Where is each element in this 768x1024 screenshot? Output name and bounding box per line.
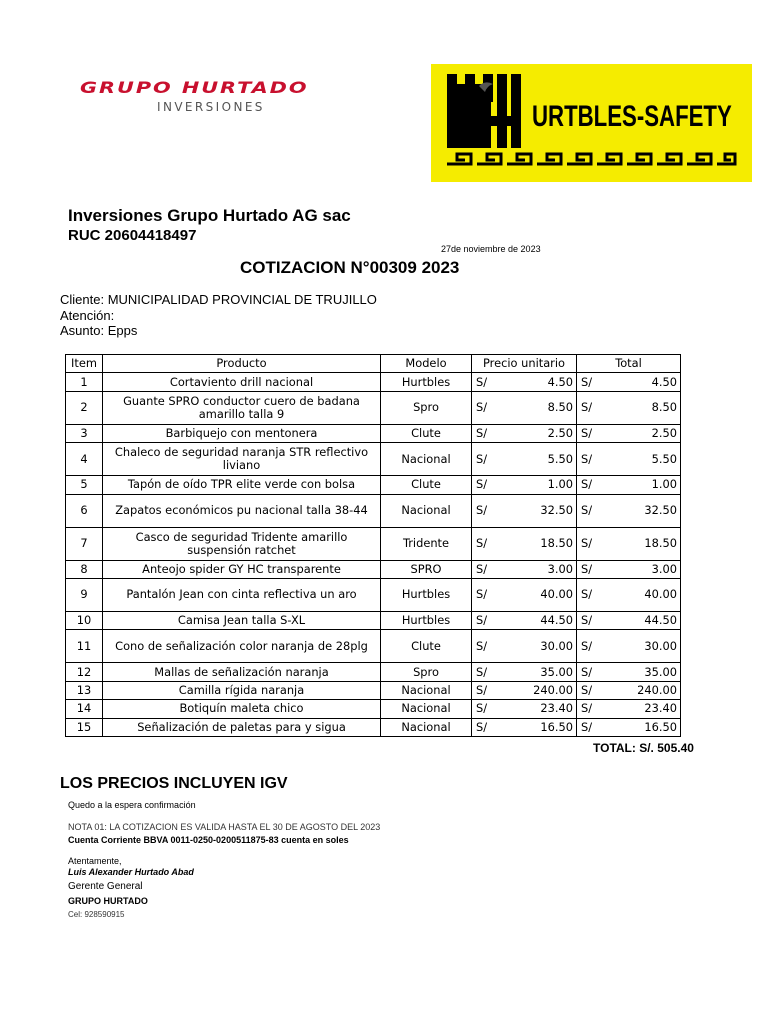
header-total: Total (577, 355, 681, 373)
row-unit-price (472, 527, 577, 560)
awaiting-confirmation: Quedo a la espera confirmación (68, 800, 196, 810)
unit-price-value: 35.00 (540, 664, 573, 679)
row-product: Botiquín maleta chico (103, 700, 381, 718)
row-model: Tridente (381, 527, 472, 560)
row-unit-price (472, 494, 577, 527)
row-unit-price (472, 663, 577, 681)
row-unit-price (472, 560, 577, 578)
row-unit-price (472, 611, 577, 629)
row-item: 8 (66, 560, 103, 578)
total-value: 32.50 (644, 503, 677, 518)
row-item: 4 (66, 443, 103, 476)
row-product: Cortaviento drill nacional (103, 373, 381, 391)
currency-symbol: S/ (476, 701, 488, 716)
total-value: 40.00 (644, 587, 677, 602)
row-unit-price (472, 700, 577, 718)
client-name: Cliente: MUNICIPALIDAD PROVINCIAL DE TRUJILLO (60, 292, 377, 307)
total-value: 18.50 (644, 536, 677, 551)
company-name: Inversiones Grupo Hurtado AG sac (68, 206, 351, 225)
row-total (577, 443, 681, 476)
row-item: 2 (66, 391, 103, 424)
row-unit-price (472, 630, 577, 663)
row-model: Clute (381, 630, 472, 663)
currency-symbol: S/ (581, 425, 593, 440)
row-unit-price (472, 718, 577, 736)
table-row (66, 443, 681, 476)
row-item: 6 (66, 494, 103, 527)
total-value: 2.50 (651, 425, 677, 440)
currency-symbol: S/ (476, 374, 488, 389)
row-item: 1 (66, 373, 103, 391)
row-model: Hurtbles (381, 373, 472, 391)
table-header-row (66, 355, 681, 373)
row-item: 9 (66, 578, 103, 611)
currency-symbol: S/ (476, 561, 488, 576)
signatory-title: Gerente General (68, 881, 143, 892)
unit-price-value: 40.00 (540, 587, 573, 602)
client-subject: Asunto: Epps (60, 323, 138, 338)
table-row (66, 611, 681, 629)
total-value: 1.00 (651, 477, 677, 492)
table-row (66, 391, 681, 424)
client-block (60, 292, 377, 339)
row-item: 3 (66, 424, 103, 442)
row-product: Casco de seguridad Tridente amarillo suspensión ratchet (103, 527, 381, 560)
unit-price-value: 240.00 (533, 682, 573, 697)
table-row (66, 718, 681, 736)
row-item: 11 (66, 630, 103, 663)
row-product: Chaleco de seguridad naranja STR reflectivo liviano (103, 443, 381, 476)
phone-number: Cel: 928590915 (68, 910, 125, 919)
quote-date: 27de noviembre de 2023 (441, 244, 541, 254)
currency-symbol: S/ (581, 613, 593, 628)
total-value: 4.50 (651, 374, 677, 389)
total-value: 3.00 (651, 561, 677, 576)
logo-brand-sub: INVERSIONES (157, 100, 265, 114)
currency-symbol: S/ (581, 374, 593, 389)
row-total (577, 527, 681, 560)
row-product: Cono de señalización color naranja de 28plg (103, 630, 381, 663)
total-value: 44.50 (644, 613, 677, 628)
currency-symbol: S/ (581, 536, 593, 551)
quote-table (65, 354, 681, 737)
currency-symbol: S/ (476, 664, 488, 679)
row-total (577, 681, 681, 699)
unit-price-value: 23.40 (540, 701, 573, 716)
client-attention: Atención: (60, 307, 115, 323)
unit-price-value: 5.50 (547, 451, 573, 466)
header-model: Modelo (381, 355, 472, 373)
row-item: 12 (66, 663, 103, 681)
row-model: SPRO (381, 560, 472, 578)
quote-title: COTIZACION N°00309 2023 (240, 258, 460, 277)
table-row (66, 578, 681, 611)
row-model: Clute (381, 476, 472, 494)
ruc-number: RUC 20604418497 (68, 227, 197, 244)
row-item: 15 (66, 718, 103, 736)
unit-price-value: 2.50 (547, 425, 573, 440)
table-row (66, 494, 681, 527)
currency-symbol: S/ (476, 719, 488, 734)
row-product: Camisa Jean talla S-XL (103, 611, 381, 629)
total-value: 8.50 (651, 400, 677, 415)
row-model: Nacional (381, 681, 472, 699)
table-row (66, 424, 681, 442)
row-model: Nacional (381, 494, 472, 527)
row-model: Spro (381, 663, 472, 681)
row-total (577, 663, 681, 681)
currency-symbol: S/ (476, 451, 488, 466)
table-row (66, 700, 681, 718)
currency-symbol: S/ (581, 400, 593, 415)
row-total (577, 391, 681, 424)
row-total (577, 718, 681, 736)
currency-symbol: S/ (581, 451, 593, 466)
total-value: 5.50 (651, 451, 677, 466)
total-value: 23.40 (644, 701, 677, 716)
currency-symbol: S/ (476, 682, 488, 697)
row-total (577, 494, 681, 527)
grand-total: TOTAL: S/. 505.40 (593, 741, 694, 755)
currency-symbol: S/ (581, 477, 593, 492)
row-unit-price (472, 681, 577, 699)
header-item: Item (66, 355, 103, 373)
currency-symbol: S/ (476, 536, 488, 551)
bank-account: Cuenta Corriente BBVA 0011-0250-0200511875-83 cuenta en soles (68, 835, 349, 845)
currency-symbol: S/ (476, 400, 488, 415)
unit-price-value: 32.50 (540, 503, 573, 518)
row-product: Camilla rígida naranja (103, 681, 381, 699)
currency-symbol: S/ (476, 613, 488, 628)
row-product: Tapón de oído TPR elite verde con bolsa (103, 476, 381, 494)
total-value: 30.00 (644, 638, 677, 653)
table-row (66, 681, 681, 699)
table-row (66, 630, 681, 663)
row-product: Anteojo spider GY HC transparente (103, 560, 381, 578)
row-total (577, 373, 681, 391)
unit-price-value: 16.50 (540, 719, 573, 734)
currency-symbol: S/ (581, 503, 593, 518)
unit-price-value: 18.50 (540, 536, 573, 551)
igv-notice: LOS PRECIOS INCLUYEN IGV (60, 775, 288, 792)
row-total (577, 630, 681, 663)
row-unit-price (472, 391, 577, 424)
unit-price-value: 1.00 (547, 477, 573, 492)
unit-price-value: 4.50 (547, 374, 573, 389)
row-total (577, 611, 681, 629)
currency-symbol: S/ (581, 701, 593, 716)
row-unit-price (472, 373, 577, 391)
table-row (66, 527, 681, 560)
company-signature: GRUPO HURTADO (68, 896, 148, 906)
unit-price-value: 3.00 (547, 561, 573, 576)
row-total (577, 424, 681, 442)
currency-symbol: S/ (476, 477, 488, 492)
row-item: 10 (66, 611, 103, 629)
row-model: Hurtbles (381, 611, 472, 629)
row-total (577, 560, 681, 578)
currency-symbol: S/ (476, 503, 488, 518)
table-row (66, 560, 681, 578)
currency-symbol: S/ (581, 587, 593, 602)
grupo-hurtado-logo (80, 78, 350, 123)
row-product: Guante SPRO conductor cuero de badana amarillo talla 9 (103, 391, 381, 424)
row-model: Nacional (381, 700, 472, 718)
row-unit-price (472, 424, 577, 442)
table-row (66, 663, 681, 681)
currency-symbol: S/ (581, 561, 593, 576)
table-row (66, 373, 681, 391)
currency-symbol: S/ (581, 719, 593, 734)
row-unit-price (472, 443, 577, 476)
row-total (577, 476, 681, 494)
validity-note: NOTA 01: LA COTIZACION ES VALIDA HASTA EL 30 DE AGOSTO DEL 2023 (68, 822, 381, 832)
table-row (66, 476, 681, 494)
row-product: Zapatos económicos pu nacional talla 38-44 (103, 494, 381, 527)
header-product: Producto (103, 355, 381, 373)
row-item: 13 (66, 681, 103, 699)
row-item: 5 (66, 476, 103, 494)
hurtbles-safety-logo (431, 64, 752, 182)
currency-symbol: S/ (581, 664, 593, 679)
total-value: 240.00 (637, 682, 677, 697)
row-total (577, 700, 681, 718)
total-value: 16.50 (644, 719, 677, 734)
signatory-name: Luis Alexander Hurtado Abad (68, 867, 194, 877)
row-product: Pantalón Jean con cinta reflectiva un aro (103, 578, 381, 611)
row-product: Mallas de señalización naranja (103, 663, 381, 681)
row-product: Señalización de paletas para y sigua (103, 718, 381, 736)
currency-symbol: S/ (476, 587, 488, 602)
unit-price-value: 8.50 (547, 400, 573, 415)
header-unit-price: Precio unitario (472, 355, 577, 373)
row-model: Clute (381, 424, 472, 442)
row-model: Nacional (381, 443, 472, 476)
row-item: 14 (66, 700, 103, 718)
total-value: 35.00 (644, 664, 677, 679)
row-unit-price (472, 578, 577, 611)
row-model: Spro (381, 391, 472, 424)
row-model: Hurtbles (381, 578, 472, 611)
row-unit-price (472, 476, 577, 494)
unit-price-value: 44.50 (540, 613, 573, 628)
row-total (577, 578, 681, 611)
unit-price-value: 30.00 (540, 638, 573, 653)
closing: Atentamente, (68, 856, 122, 866)
row-product: Barbiquejo con mentonera (103, 424, 381, 442)
row-model: Nacional (381, 718, 472, 736)
currency-symbol: S/ (581, 638, 593, 653)
currency-symbol: S/ (476, 638, 488, 653)
currency-symbol: S/ (476, 425, 488, 440)
logo-brand-name: GRUPO HURTADO (80, 78, 309, 97)
row-item: 7 (66, 527, 103, 560)
currency-symbol: S/ (581, 682, 593, 697)
logo-safety-text: URTBLES-SAFETY (532, 100, 732, 133)
